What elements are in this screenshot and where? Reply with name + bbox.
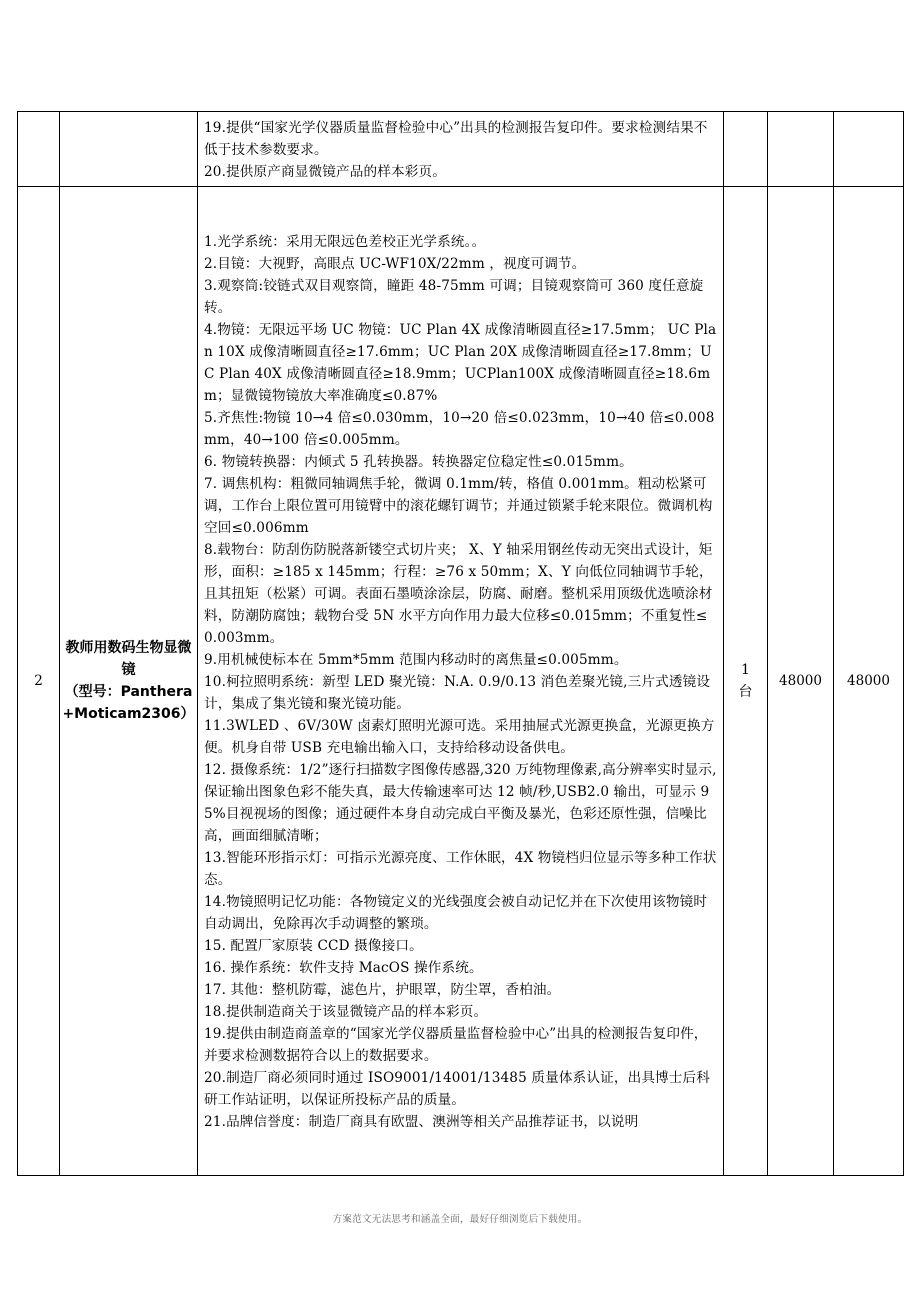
unit-price-cell <box>768 112 834 187</box>
spec-table <box>17 111 904 1176</box>
table-row <box>18 187 904 1176</box>
spec-line: 18.提供制造商关于该显微镜产品的样本彩页。 <box>204 1004 488 1020</box>
index-cell <box>18 112 60 187</box>
spec-line: 13.智能环形指示灯：可指示光源亮度、工作休眠，4X 物镜档归位显示等多种工作状态。 <box>204 850 717 888</box>
table-row <box>18 112 904 187</box>
spec-line: 7. 调焦机构：粗微同轴调焦手轮，微调 0.1mm/转，格值 0.001mm。粗动松紧可调，工作台上限位置可用镜臂中的滚花螺钉调节；并通过锁紧手轮来限位。微调机构空回≤0.006mm <box>204 476 713 536</box>
name-cell <box>60 187 198 1176</box>
spec-line: 2.目镜：大视野，高眼点 UC-WF10X/22mm ，视度可调节。 <box>204 256 586 272</box>
spec-line: 19.提供“国家光学仪器质量监督检验中心”出具的检测报告复印件。要求检测结果不低于技术参数要求。 <box>204 120 708 158</box>
spec-line: 20.提供原产商显微镜产品的样本彩页。 <box>204 164 446 180</box>
spec-line: 17. 其他：整机防霉，滤色片，护眼罩，防尘罩，香柏油。 <box>204 982 561 998</box>
spec-line: 19.提供由制造商盖章的“国家光学仪器质量监督检验中心”出具的检测报告复印件，并要求检测数据符合以上的数据要求。 <box>204 1026 708 1064</box>
spec-line: 16. 操作系统：软件支持 MacOS 操作系统。 <box>204 960 483 976</box>
spec-line: 11.3WLED 、6V/30W 卤素灯照明光源可选。采用抽屉式光源更换盒，光源更换方便。机身自带 USB 充电输出输入口，支持给移动设备供电。 <box>204 718 715 756</box>
spec-line: 9.用机械使标本在 5mm*5mm 范围内移动时的离焦量≤0.005mm。 <box>204 652 628 668</box>
spec-line: 21.品牌信誉度：制造厂商具有欧盟、澳洲等相关产品推荐证书，以说明 <box>204 1114 639 1130</box>
spec-line: 6. 物镜转换器：内倾式 5 孔转换器。转换器定位稳定性≤0.015mm。 <box>204 454 633 470</box>
spec-line: 14.物镜照明记忆功能：各物镜定义的光线强度会被自动记忆并在下次使用该物镜时自动调出，免除再次手动调整的繁琐。 <box>204 894 708 932</box>
spec-line: 3.观察筒:铰链式双目观察筒，瞳距 48-75mm 可调；目镜观察筒可 360 度任意旋转。 <box>204 278 704 316</box>
spec-line: 1.光学系统：采用无限远色差校正光学系统。。 <box>204 234 486 250</box>
footer-note: 方案范文无法思考和涵盖全面，最好仔细浏览后下载使用。 <box>332 1214 588 1225</box>
spec-line: 10.柯拉照明系统：新型 LED 聚光镜：N.A. 0.9/0.13 消色差聚光镜,三片式透镜设计，集成了集光镜和聚光镜功能。 <box>204 674 711 712</box>
spec-line: 8.载物台：防刮伤防脱落新镂空式切片夹； X、Y 轴采用钢丝传动无突出式设计，矩形，面积：≥185 x 145mm；行程：≥76 x 50mm；X、Y 向低位同轴调节手轮，且其扭矩（松紧）可调。表面石墨喷涂涂层，防腐、耐磨。整机采用顶级优选喷涂材料，防潮防腐蚀；载物台受 5N 水平方向作用力最大位移≤0.015mm；不重复性≤0.003mm。 <box>204 542 713 646</box>
quantity-value: 1 <box>741 662 750 678</box>
product-model: （型号：Panthera+Moticam2306） <box>62 684 195 722</box>
spec-line: 12. 摄像系统：1/2”逐行扫描数字图像传感器,320 万纯物理像素,高分辨率实时显示,保证输出图象色彩不能失真，最大传输速率可达 12 帧/秒,USB2.0 输出，可显示 95%目视视场的图像；通过硬件本身自动完成白平衡及暴光，色彩还原性强，信噪比高，画面细腻清晰； <box>204 762 717 844</box>
quantity-cell <box>724 112 768 187</box>
total-cell: 48000 <box>834 187 904 1176</box>
spec-line: 20.制造厂商必须同时通过 ISO9001/14001/13485 质量体系认证，出具博士后科研工作站证明，以保证所投标产品的质量。 <box>204 1070 711 1108</box>
index-cell: 2 <box>18 187 60 1176</box>
spec-line: 4.物镜：无限远平场 UC 物镜：UC Plan 4X 成像清晰圆直径≥17.5mm； UC Plan 10X 成像清晰圆直径≥17.6mm；UC Plan 20X 成像清晰圆直径≥17.8mm；UC Plan 40X 成像清晰圆直径≥18.9mm；UCPlan100X 成像清晰圆直径≥18.6mm；显微镜物镜放大率准确度≤0.87% <box>204 322 717 404</box>
spec-cell <box>198 112 724 187</box>
name-cell <box>60 112 198 187</box>
unit-price-cell: 48000 <box>768 187 834 1176</box>
spec-line: 15. 配置厂家原装 CCD 摄像接口。 <box>204 938 423 954</box>
total-cell <box>834 112 904 187</box>
quantity-cell <box>724 187 768 1176</box>
quantity-unit: 台 <box>738 684 753 700</box>
spec-line: 5.齐焦性:物镜 10→4 倍≤0.030mm，10→20 倍≤0.023mm，10→40 倍≤0.008mm，40→100 倍≤0.005mm。 <box>204 410 715 448</box>
product-name: 教师用数码生物显微镜 <box>65 640 192 678</box>
spec-cell <box>198 187 724 1176</box>
